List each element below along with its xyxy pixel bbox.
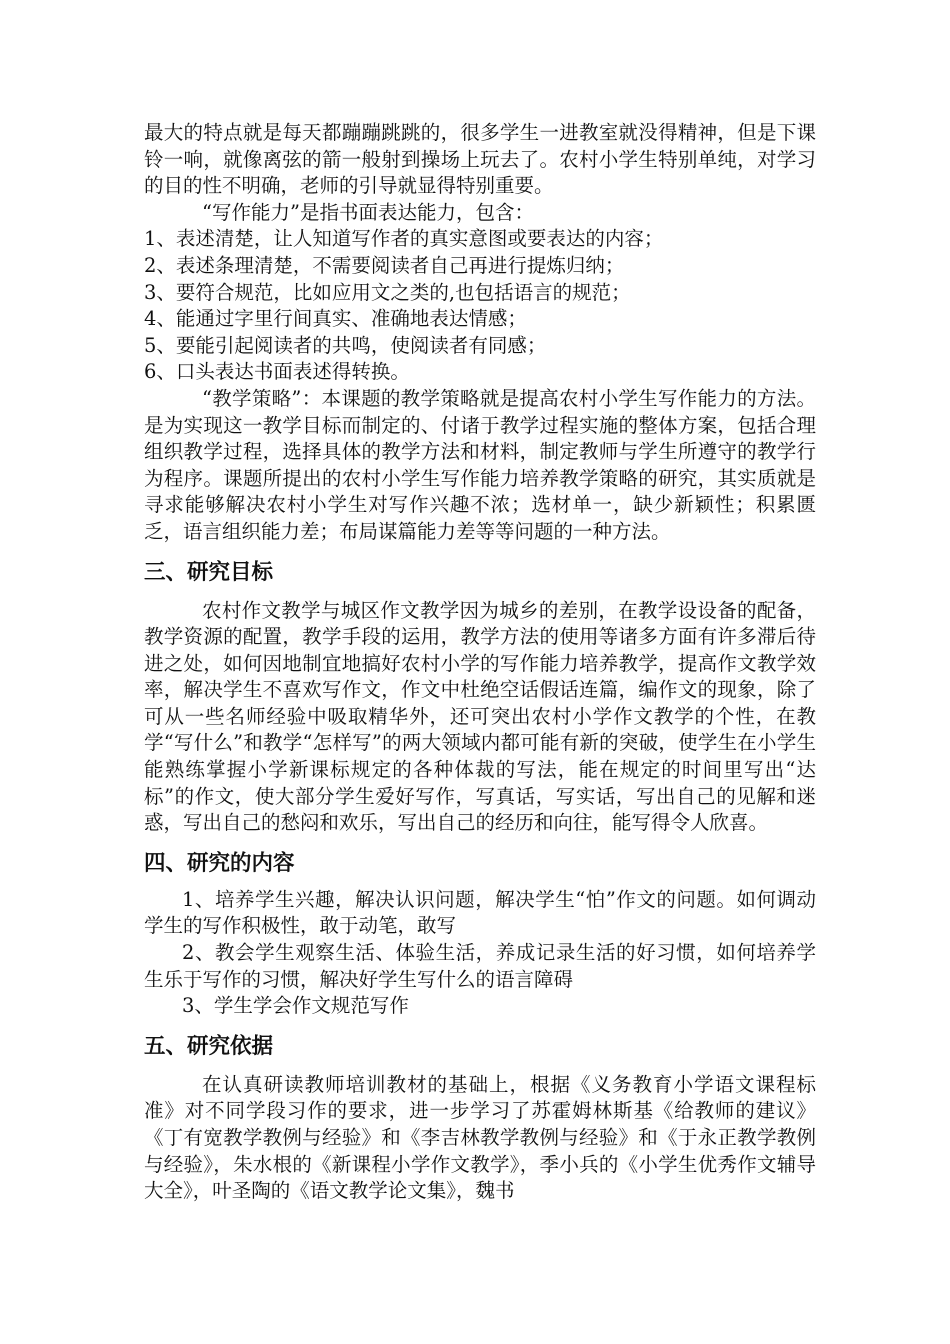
paragraph-writing-ability: “写作能力”是指书面表达能力，包含： xyxy=(202,200,534,224)
document-page xyxy=(144,120,816,1205)
list-item: 2、表述条理清楚，不需要阅读者自己再进行提炼归纳； xyxy=(144,253,625,277)
content-item: 1、培养学生兴趣，解决认识问题，解决学生“怕”作文的问题。如何调动学生的写作积极性，敢于动笔，敢写 xyxy=(144,887,816,938)
paragraph-research-basis: 在认真研读教师培训教材的基础上，根据《义务教育小学语文课程标准》对不同学段习作的要求，进一步学习了苏霍姆林斯基《给教师的建议》《丁有宽教学教例与经验》和《李吉林教学教例与经验》和《于永正教学教例与经验》，朱水根的《新课程小学作文教学》，季小兵的《小学生优秀作文辅导大全》，叶圣陶的《语文教学论文集》，魏书 xyxy=(144,1072,816,1203)
list-item: 3、要符合规范，比如应用文之类的,也包括语言的规范； xyxy=(144,280,631,304)
list-item: 1、表述清楚，让人知道写作者的真实意图或要表达的内容； xyxy=(144,227,664,251)
section-heading-research-basis: 五、研究依据 xyxy=(144,1033,274,1059)
paragraph-intro: 最大的特点就是每天都蹦蹦跳跳的，很多学生一进教室就没得精神，但是下课铃一响，就像离弦的箭一般射到操场上玩去了。农村小学生特别单纯，对学习的目的性不明确，老师的引导就显得特别重要。 xyxy=(144,121,816,198)
list-item: 4、能通过字里行间真实、准确地表达情感； xyxy=(144,307,527,331)
paragraph-teaching-strategy: “教学策略”：本课题的教学策略就是提高农村小学生写作能力的方法。是为实现这一教学目标而制定的、付诸于教学过程实施的整体方案，包括合理组织教学过程，选择具体的教学方法和材料，制定教师与学生所遵守的教学行为程序。课题所提出的农村小学生写作能力培养教学策略的研究，其实质就是寻求能够解决农村小学生对写作兴趣不浓；选材单一，缺少新颖性；积累匮乏，语言组织能力差；布局谋篇能力差等等问题的一种方法。 xyxy=(144,386,816,543)
list-item: 5、要能引起阅读者的共鸣，使阅读者有同感； xyxy=(144,333,547,357)
content-item: 3、学生学会作文规范写作 xyxy=(182,994,409,1018)
content-item: 2、教会学生观察生活、体验生活，养成记录生活的好习惯，如何培养学生乐于写作的习惯，解决好学生写什么的语言障碍 xyxy=(144,941,816,991)
paragraph-research-goals: 农村作文教学与城区作文教学因为城乡的差别，在教学设设备的配备，教学资源的配置，教学手段的运用，教学方法的使用等诸多方面有许多滞后待进之处，如何因地制宜地搞好农村小学的写作能力培养教学，提高作文教学效率，解决学生不喜欢写作文，作文中杜绝空话假话连篇，编作文的现象，除了可从一些名师经验中吸取精华外，还可突出农村小学作文教学的个性，在教学“写什么”和教学“怎样写”的两大领域内都可能有新的突破，使学生在小学生能熟练掌握小学新课标规定的各种体裁的写法，能在规定的时间里写出“达标”的作文，使大部分学生爱好写作，写真话，写实话，写出自己的见解和迷惑，写出自己的愁闷和欢乐，写出自己的经历和向往，能写得令人欣喜。 xyxy=(144,598,816,835)
section-heading-research-goals: 三、研究目标 xyxy=(144,559,274,585)
list-item: 6、口头表达书面表述得转换。 xyxy=(144,360,410,384)
section-heading-research-content: 四、研究的内容 xyxy=(144,850,295,876)
